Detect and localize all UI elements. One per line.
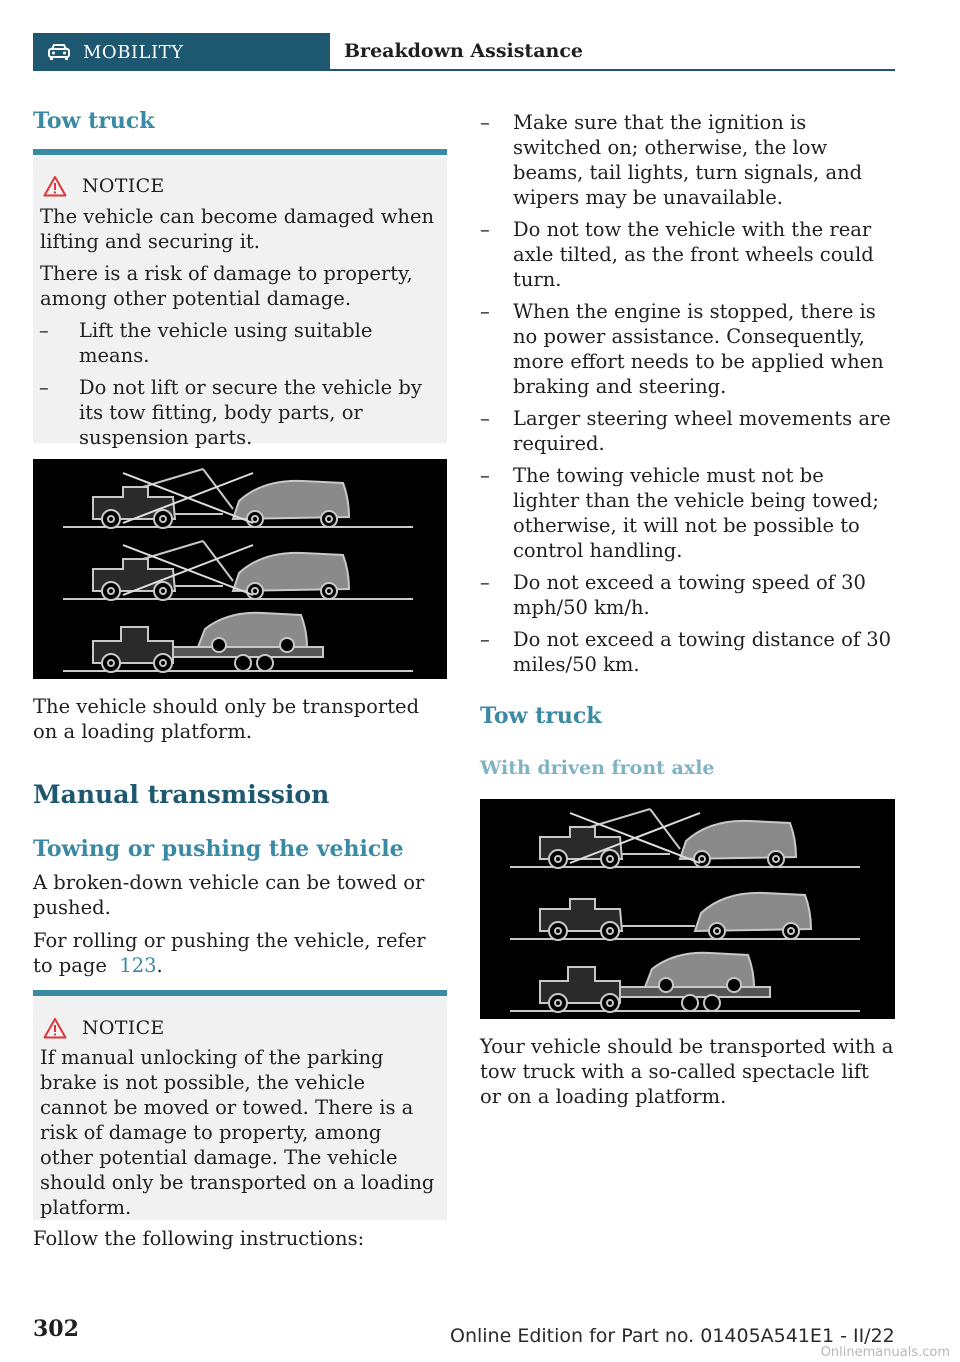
watermark: Onlinemanuals.com [820, 1345, 950, 1360]
warning-triangle-icon [43, 1017, 67, 1039]
platform-text: The vehicle should only be transported on a loading platform. [33, 695, 420, 743]
towing-paragraph-1: A broken-down vehicle can be towed or pushed. [33, 871, 425, 919]
list-item: – Larger steering wheel movements are required. [480, 407, 891, 455]
header-chapter [330, 33, 895, 71]
list-item: – When the engine is stopped, there is no power assistance. Consequently, more effort needs to be applied when braking and steering. [480, 300, 884, 398]
towing-illustration-2 [480, 799, 895, 1019]
notice-box-1 [33, 149, 447, 449]
header-section-title: MOBILITY [83, 41, 184, 63]
heading-tow-truck-right: Tow truck [480, 703, 602, 729]
list-item: – Lift the vehicle using suitable means. [39, 319, 373, 367]
heading-tow-truck-left: Tow truck [33, 108, 155, 134]
notice-label: NOTICE [82, 175, 165, 197]
list-item: – Do not exceed a towing speed of 30 mph/50 km/h. [480, 571, 866, 619]
notice-text: There is a risk of damage to property, among other potential damage. [40, 262, 413, 310]
notice-text: If manual unlocking of the parking brake is not possible, the vehicle cannot be moved or towed. There is a risk of damage to property, among other potential damage. The vehicle should only be transported on a loading platform. [40, 1046, 435, 1219]
heading-manual-transmission: Manual transmission [33, 780, 330, 809]
notice-box-2 [33, 990, 447, 1220]
follow-instructions: Follow the following instructions: [33, 1227, 365, 1250]
warning-triangle-icon [43, 175, 67, 197]
page-number: 302 [33, 1316, 79, 1342]
heading-driven-front-axle: With driven front axle [480, 757, 715, 779]
page-reference-link[interactable]: 123 [119, 954, 157, 977]
header-chapter-title: Breakdown Assistance [344, 40, 583, 62]
towing-paragraph-2: For rolling or pushing the vehicle, refer to page 123. [33, 929, 426, 977]
car-icon [47, 43, 71, 61]
heading-towing-pushing: Towing or pushing the vehicle [33, 836, 404, 862]
towing-illustration-1 [33, 459, 447, 679]
list-item: – Do not tow the vehicle with the rear axle tilted, as the front wheels could turn. [480, 218, 874, 291]
header-section-tab [33, 33, 330, 71]
tow-scene [63, 469, 413, 528]
list-item: – Do not lift or secure the vehicle by its tow fitting, body parts, or suspension parts. [39, 376, 422, 449]
notice-label: NOTICE [82, 1017, 165, 1039]
list-item: – Make sure that the ignition is switched on; otherwise, the low beams, tail lights, turn signals, and wipers may be unavailable. [480, 111, 863, 209]
edition-note: Online Edition for Part no. 01405A541E1 - II/22 [450, 1325, 895, 1347]
transport-text: Your vehicle should be transported with a tow truck with a so-called spectacle lift or on a loading platform. [480, 1035, 894, 1108]
instruction-list [480, 110, 896, 677]
list-item: – Do not exceed a towing distance of 30 miles/50 km. [480, 628, 892, 676]
list-item: – The towing vehicle must not be lighter than the vehicle being towed; otherwise, it will not be possible to control handling. [480, 464, 879, 562]
notice-text: The vehicle can become damaged when lifting and securing it. [40, 205, 435, 253]
